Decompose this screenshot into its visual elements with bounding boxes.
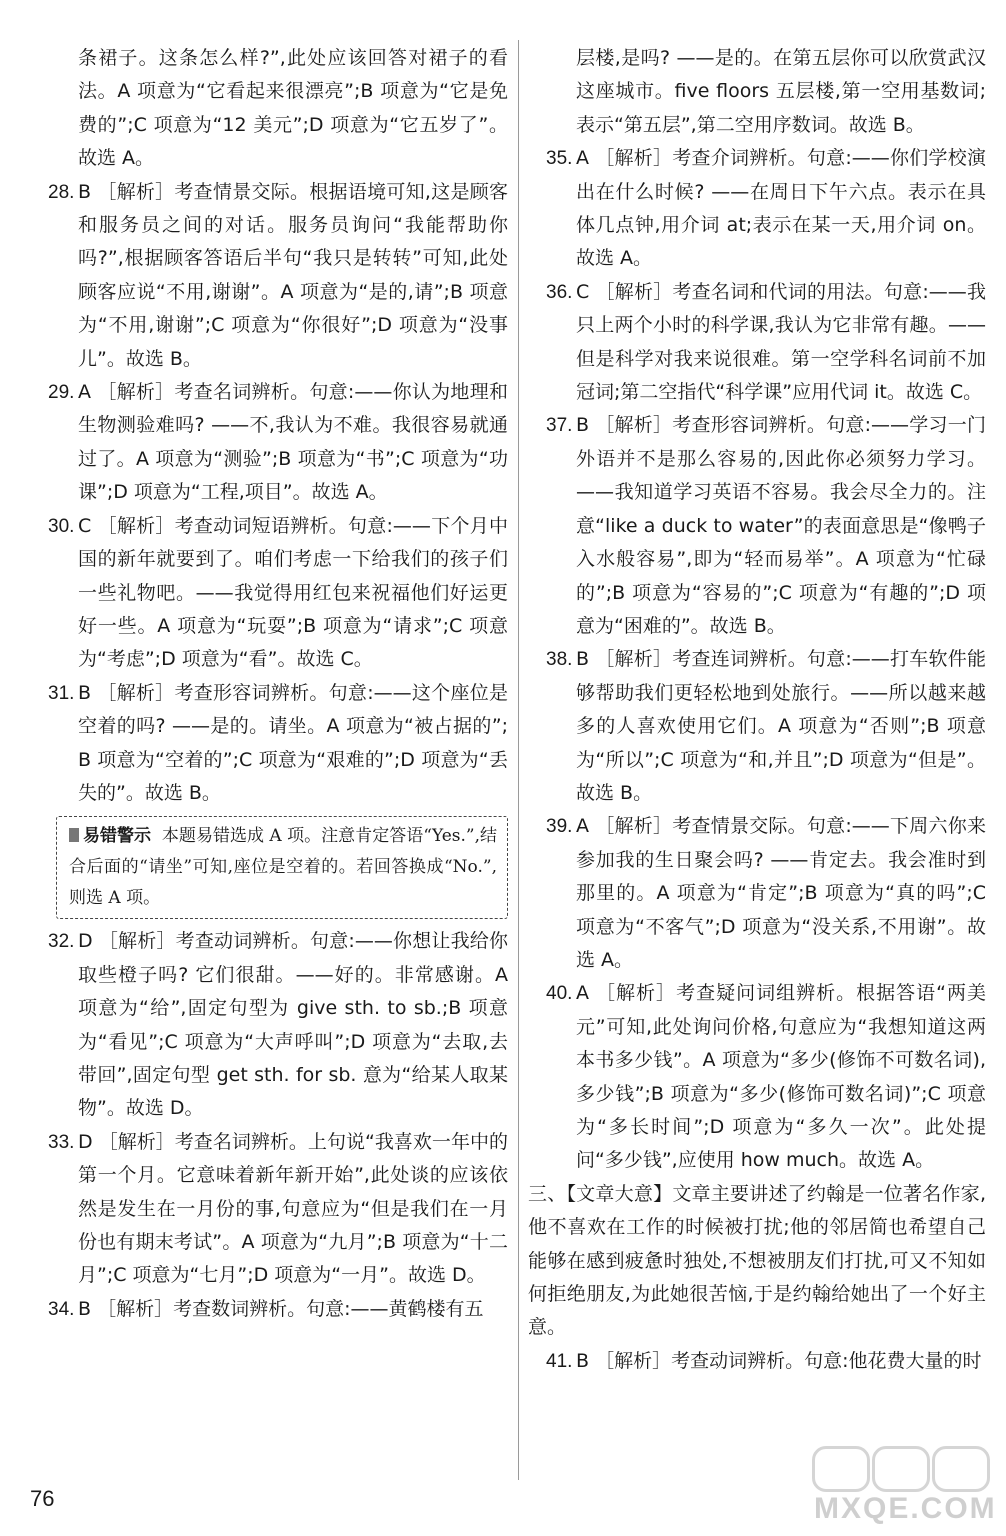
watermark-box-icon [812, 1446, 870, 1492]
item-number: 40. [546, 983, 573, 1005]
warning-marker-icon [69, 828, 79, 842]
item-number: 41. [546, 1350, 573, 1372]
item-number: 28. [48, 181, 75, 203]
item-text: A ［解析］考查介词辨析。句意:——你们学校演出在什么时候? ——在周日下午六点。表示在具体几点钟,用介词 at;表示在某一天,用介词 on。故选 A。 [576, 147, 986, 270]
page-number: 76 [30, 1486, 55, 1511]
column-divider [518, 40, 519, 1480]
continuation-27: 条裙子。这条怎么样?”,此处应该回答对裙子的看法。A 项意为“它看起来很漂亮”;B 项意为“它是免费的”;C 项意为“12 美元”;D 项意为“它五岁了”。故选 A。 [78, 47, 508, 170]
warning-title: 易错警示 [83, 826, 152, 847]
answer-item-33 [30, 1126, 508, 1293]
item-number: 38. [546, 649, 573, 671]
section-three-summary: 三、【文章大意】文章主要讲述了约翰是一位著名作家,他不喜欢在工作的时候被打扰;他的邻居简也希望自己能够在感到疲惫时独处,不想被朋友们打扰,可又不知如何拒绝朋友,为此她很苦恼,于是约翰给她出了一个好主意。 [528, 1182, 986, 1339]
item-number: 31. [48, 682, 75, 704]
item-text: A ［解析］考查情景交际。句意:——下周六你来参加我的生日聚会吗? ——肯定去。我会准时到那里的。A 项意为“肯定”;B 项意为“真的吗”;C 项意为“不客气”;D 项意为“没关系,不用谢”。故选 A。 [576, 815, 986, 971]
item-number: 39. [546, 816, 573, 838]
watermark-box-icon [932, 1446, 990, 1492]
answer-item-35 [528, 142, 986, 276]
error-warning-box [56, 816, 508, 919]
item-number: 30. [48, 515, 75, 537]
watermark-box-icon [872, 1446, 930, 1492]
item-text: B ［解析］考查数词辨析。句意:——黄鹤楼有五 [78, 1297, 484, 1320]
item-number: 32. [48, 931, 75, 953]
answer-item-32 [30, 925, 508, 1125]
item-text: B ［解析］考查动词辨析。句意:他花费大量的时 [576, 1349, 982, 1372]
answer-item-38 [528, 643, 986, 810]
answer-item-30 [30, 510, 508, 677]
item-text: A ［解析］考查名词辨析。句意:——你认为地理和生物测验难吗? ——不,我认为不难。我很容易就通过了。A 项意为“测验”;B 项意为“书”;C 项意为“功课”;D 项意为“工程,项目”。故选 A。 [78, 381, 508, 504]
item-number: 35. [546, 148, 573, 170]
answer-item-37 [528, 409, 986, 643]
item-text: B ［解析］考查情景交际。根据语境可知,这是顾客和服务员之间的对话。服务员询问“我能帮助你吗?”,根据顾客答语后半句“我只是转转”可知,此处顾客应说“不用,谢谢”。A 项意为“是的,请”;B 项意为“不用,谢谢”;C 项意为“你很好”;D 项意为“没事儿”。故选 B。 [78, 180, 508, 370]
item-number: 33. [48, 1131, 75, 1153]
answer-item-31 [30, 677, 508, 811]
item-text: B ［解析］考查连词辨析。句意:——打车软件能够帮助我们更轻松地到处旅行。——所以越来越多的人喜欢使用它们。A 项意为“否则”;B 项意为“所以”;C 项意为“和,并且”;D 项意为“但是”。故选 B。 [576, 648, 986, 804]
warning-text: 本题易错选成 A 项。注意肯定答语“Yes.”,结合后面的“请坐”可知,座位是空着的。若回答换成“No.”,则选 A 项。 [69, 826, 497, 909]
answer-item-29 [30, 376, 508, 510]
item-number: 29. [48, 382, 75, 404]
answer-item-34 [30, 1293, 508, 1326]
item-text: D ［解析］考查动词辨析。句意:——你想让我给你取些橙子吗? 它们很甜。——好的。非常感谢。A 项意为“给”,固定句型为 give sth. to sb.;B 项意为“看见”;C 项意为“大声呼叫”;D 项意为“去取,去带回”,固定句型 get sth. for sb. 意为“给某人取某物”。故选 D。 [78, 930, 508, 1120]
left-column [30, 42, 508, 1326]
answer-item-41 [528, 1345, 986, 1378]
item-number: 37. [546, 415, 573, 437]
item-text: C ［解析］考查动词短语辨析。句意:——下个月中国的新年就要到了。咱们考虑一下给我们的孩子们一些礼物吧。——我觉得用红包来祝福他们好运更好一些。A 项意为“玩耍”;B 项意为“请求”;C 项意为“考虑”;D 项意为“看”。故选 C。 [78, 514, 508, 671]
item-number: 36. [546, 281, 573, 303]
answer-item-36 [528, 276, 986, 410]
item-text: B ［解析］考查形容词辨析。句意:——学习一门外语并不是那么容易的,因此你必须努力学习。——我知道学习英语不容易。我会尽全力的。注意“like a duck to water”的表面意思是“像鸭子入水般容易”,即为“轻而易举”。A 项意为“忙碌的”;B 项意为“容易的”;C 项意为“有趣的”;D 项意为“困难的”。故选 B。 [576, 414, 986, 637]
item-text: A ［解析］考查疑问词组辨析。根据答语“两美元”可知,此处询问价格,句意应为“我想知道这两本书多少钱”。A 项意为“多少(修饰不可数名词),多少钱”;B 项意为“多少(修饰可数名词)”;C 项意为“多长时间”;D 项意为“多久一次”。此处提问“多少钱”,应使用 how much。故选 A。 [576, 982, 986, 1172]
answer-item-28 [30, 176, 508, 376]
right-column [528, 42, 986, 1378]
answer-item-39 [528, 810, 986, 977]
item-text: C ［解析］考查名词和代词的用法。句意:——我只上两个小时的科学课,我认为它非常有趣。——但是科学对我来说很难。第一空学科名词前不加冠词;第二空指代“科学课”应用代词 it。故选 C。 [576, 280, 986, 404]
answer-item-40 [528, 977, 986, 1177]
watermark-text: MXQE.COM [814, 1492, 997, 1525]
site-watermark [806, 1444, 996, 1530]
item-text: B ［解析］考查形容词辨析。句意:——这个座位是空着的吗? ——是的。请坐。A 项意为“被占据的”;B 项意为“空着的”;C 项意为“艰难的”;D 项意为“丢失的”。故选 B。 [78, 681, 508, 804]
item-text: D ［解析］考查名词辨析。上句说“我喜欢一年中的第一个月。它意味着新年新开始”,此处谈的应该依然是发生在一月份的事,句意应为“但是我们在一月份也有期末考试”。A 项意为“九月”;B 项意为“十二月”;C 项意为“七月”;D 项意为“一月”。故选 D。 [78, 1130, 508, 1287]
continuation-34: 层楼,是吗? ——是的。在第五层你可以欣赏武汉这座城市。five floors 五层楼,第一空用基数词;表示“第五层”,第二空用序数词。故选 B。 [576, 47, 986, 136]
item-number: 34. [48, 1298, 75, 1320]
